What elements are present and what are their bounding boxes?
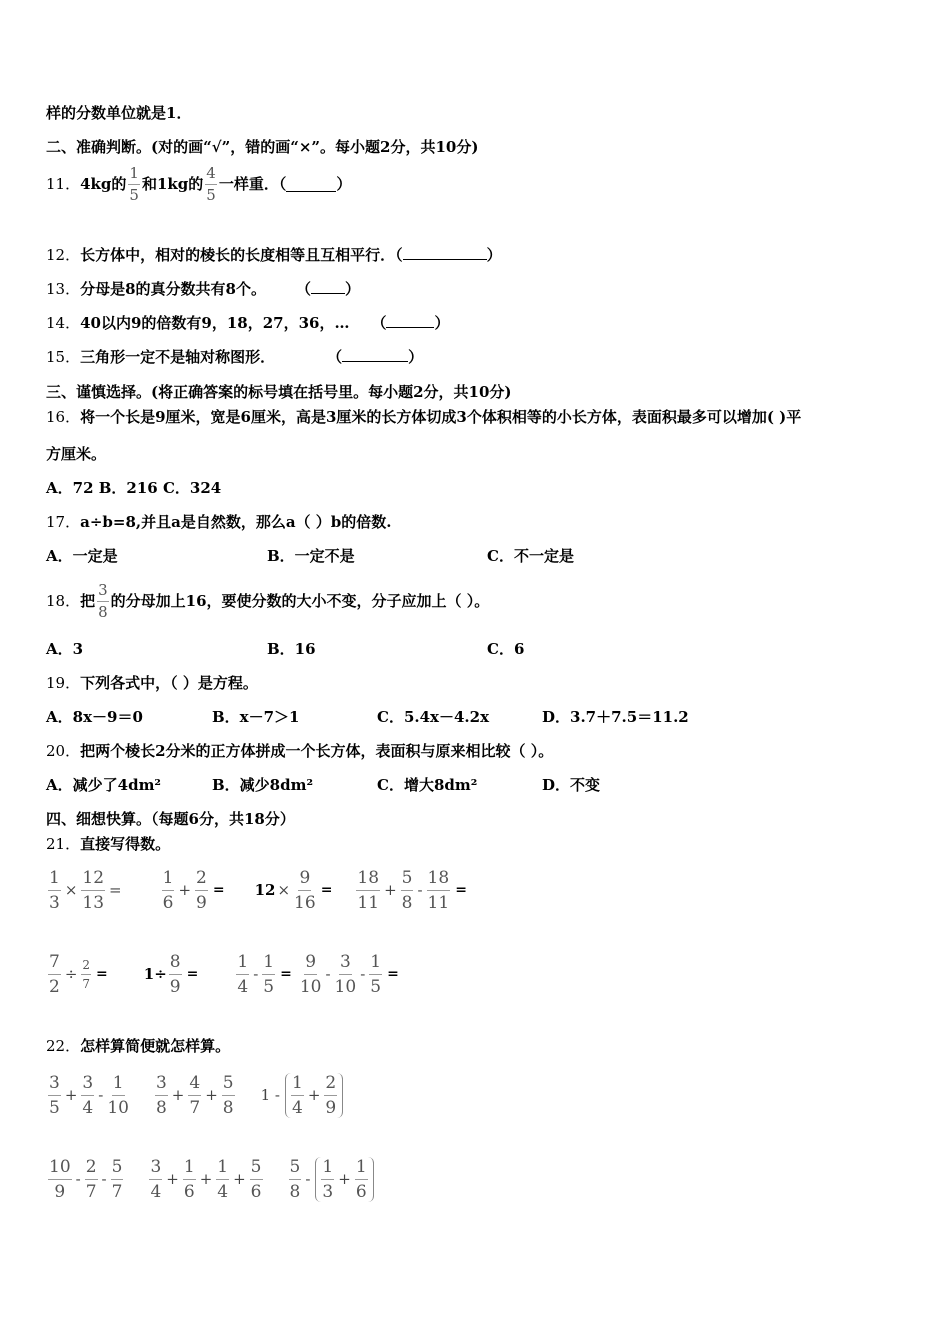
fraction: $\frac{1}{5}$	[263, 951, 275, 997]
option-a: A．一定是	[46, 547, 118, 565]
option-b: B．x－7＞1	[212, 708, 300, 726]
fraction: $\frac{1}{10}$	[107, 1072, 129, 1118]
fraction: $\frac{5}{6}$	[250, 1156, 262, 1202]
fraction: $\frac{1}{3}$	[322, 1156, 334, 1202]
fraction: $\frac{5}{8}$	[222, 1072, 234, 1118]
question-11: 11． 4kg的 $\frac{1}{5}$ 和1kg的 $\frac{4}{5}$ 一样重．（ ）	[46, 163, 352, 204]
option-d: D．3.7＋7.5＝11.2	[542, 708, 689, 726]
fraction: $\frac{3}{4}$	[82, 1072, 94, 1118]
question-16-options: A．72 B．216 C．324	[46, 479, 222, 497]
fraction: $\frac{8}{9}$	[169, 951, 181, 997]
fraction: $\frac{18}{11}$	[357, 867, 380, 913]
option-b: B．16	[267, 640, 316, 658]
fraction: $\frac{1}{4}$	[237, 951, 249, 997]
fraction: $\frac{5}{8}$	[289, 1156, 301, 1202]
fraction: $\frac{18}{11}$	[427, 867, 450, 913]
fraction: $\frac{3}{4}$	[150, 1156, 162, 1202]
section-4-title: 四、细想快算。（每题6分，共18分）	[46, 810, 295, 828]
fraction: $\frac{1}{4}$	[217, 1156, 229, 1202]
option-a: A．减少了4dm²	[46, 776, 162, 794]
option-a: A．3	[46, 640, 84, 658]
answer-blank[interactable]	[286, 177, 336, 192]
fraction: $\frac{4}{7}$	[189, 1072, 201, 1118]
fraction: $\frac{9}{16}$	[294, 867, 316, 913]
question-19: 19．下列各式中，（ ）是方程。	[46, 674, 258, 692]
answer-blank[interactable]	[342, 347, 408, 362]
question-18: 18． 把 $\frac{3}{8}$ 的分母加上16，要使分数的大小不变，分子应加上（ ）。	[46, 580, 490, 621]
question-16-cont: 方厘米。	[46, 445, 107, 463]
question-14: 14．40以内9的倍数有9，18，27，36，… （ ）	[46, 314, 450, 332]
fraction: $\frac{1}{4}$	[291, 1072, 303, 1118]
option-b: B．减少8dm²	[212, 776, 314, 794]
fraction: $\frac{2}{7}$	[82, 957, 91, 991]
question-number: 11．	[46, 175, 81, 193]
option-b: B．一定不是	[267, 547, 355, 565]
option-d: D．不变	[542, 776, 601, 794]
question-21: 21．直接写得数。	[46, 835, 171, 853]
fraction: $\frac{1}{5}$	[370, 951, 382, 997]
option-a: A．8x－9＝0	[46, 708, 143, 726]
question-22: 22．怎样算简便就怎样算。	[46, 1037, 231, 1055]
question-12: 12．长方体中，相对的棱长的长度相等且互相平行．（ ）	[46, 246, 502, 264]
fraction: $\frac{2}{9}$	[196, 867, 207, 913]
fraction: $\frac{1}{5}$	[129, 163, 139, 204]
fraction: $\frac{3}{5}$	[49, 1072, 60, 1118]
fraction: $\frac{2}{7}$	[85, 1156, 97, 1202]
question-16: 16．将一个长是9厘米，宽是6厘米，高是3厘米的长方体切成3个体积相等的小长方体，表面积最多可以增加( )平	[46, 408, 802, 426]
fraction: $\frac{1}{6}$	[183, 1156, 195, 1202]
fraction: $\frac{10}{9}$	[49, 1156, 71, 1202]
fraction: $\frac{3}{8}$	[155, 1072, 167, 1118]
option-c: C．不一定是	[487, 547, 574, 565]
fraction: $\frac{5}{8}$	[401, 867, 413, 913]
option-c: C．6	[487, 640, 525, 658]
calc-row: $\frac{10}{9}$ - $\frac{2}{7}$ - $\frac{5}{7}$ $\frac{3}{4}$ + $\frac{1}{6}$ + $\frac{1}{4}$ + $\frac{5}{6}$ $\frac{5}{8}$ - $\frac{1}{3}$ + $\frac{1}{6}$	[46, 1154, 377, 1204]
fraction: $\frac{3}{8}$	[98, 580, 108, 621]
fraction: $\frac{7}{2}$	[49, 951, 60, 997]
parenthesis-group: $\frac{1}{4}$ + $\frac{2}{9}$	[285, 1073, 343, 1118]
question-17: 17．a÷b=8,并且a是自然数，那么a（ ）b的倍数.	[46, 513, 392, 531]
parenthesis-group: $\frac{1}{3}$ + $\frac{1}{6}$	[315, 1157, 373, 1202]
answer-blank[interactable]	[311, 279, 345, 294]
fraction: $\frac{3}{10}$	[334, 951, 357, 997]
question-20: 20．把两个棱长2分米的正方体拼成一个长方体，表面积与原来相比较（ ）。	[46, 742, 554, 760]
continued-text: 样的分数单位就是1．	[46, 104, 192, 122]
fraction: $\frac{9}{10}$	[299, 951, 322, 997]
question-13: 13．分母是8的真分数共有8个。 （ ）	[46, 280, 361, 298]
answer-blank[interactable]	[403, 245, 487, 260]
calc-row: $\frac{7}{2}$ ÷ $\frac{2}{7}$ = 1÷ $\frac{8}{9}$ = $\frac{1}{4}$ - $\frac{1}{5}$ = $\frac{9}{10}$ - $\frac{3}{10}$ - $\frac{1}{5}$ =	[49, 951, 399, 997]
calc-row: $\frac{1}{3}$ × $\frac{12}{13}$ = $\frac{1}{6}$ + $\frac{2}{9}$ = 12 × $\frac{9}{16}$ = $\frac{18}{11}$ + $\frac{5}{8}$ - $\frac{18}{11}$ =	[49, 867, 467, 913]
fraction: $\frac{1}{6}$	[355, 1156, 367, 1202]
fraction: $\frac{1}{6}$	[162, 867, 174, 913]
section-2-title: 二、准确判断。(对的画“√”，错的画“×”。每小题2分，共10分)	[46, 138, 479, 156]
fraction: $\frac{12}{13}$	[82, 867, 105, 913]
calc-row: $\frac{3}{5}$ + $\frac{3}{4}$ - $\frac{1}{10}$ $\frac{3}{8}$ + $\frac{4}{7}$ + $\frac{5}{8}$ 1 - $\frac{1}{4}$ + $\frac{2}{9}$	[46, 1070, 346, 1120]
fraction: $\frac{5}{7}$	[111, 1156, 123, 1202]
fraction: $\frac{2}{9}$	[325, 1072, 337, 1118]
fraction: $\frac{4}{5}$	[206, 163, 216, 204]
answer-blank[interactable]	[386, 313, 434, 328]
option-c: C．5.4x－4.2x	[377, 708, 490, 726]
option-c: C．增大8dm²	[377, 776, 478, 794]
section-3-title: 三、谨慎选择。(将正确答案的标号填在括号里。每小题2分，共10分)	[46, 383, 512, 401]
question-15: 15．三角形一定不是轴对称图形． （ ）	[46, 348, 424, 366]
fraction: $\frac{1}{3}$	[49, 867, 60, 913]
